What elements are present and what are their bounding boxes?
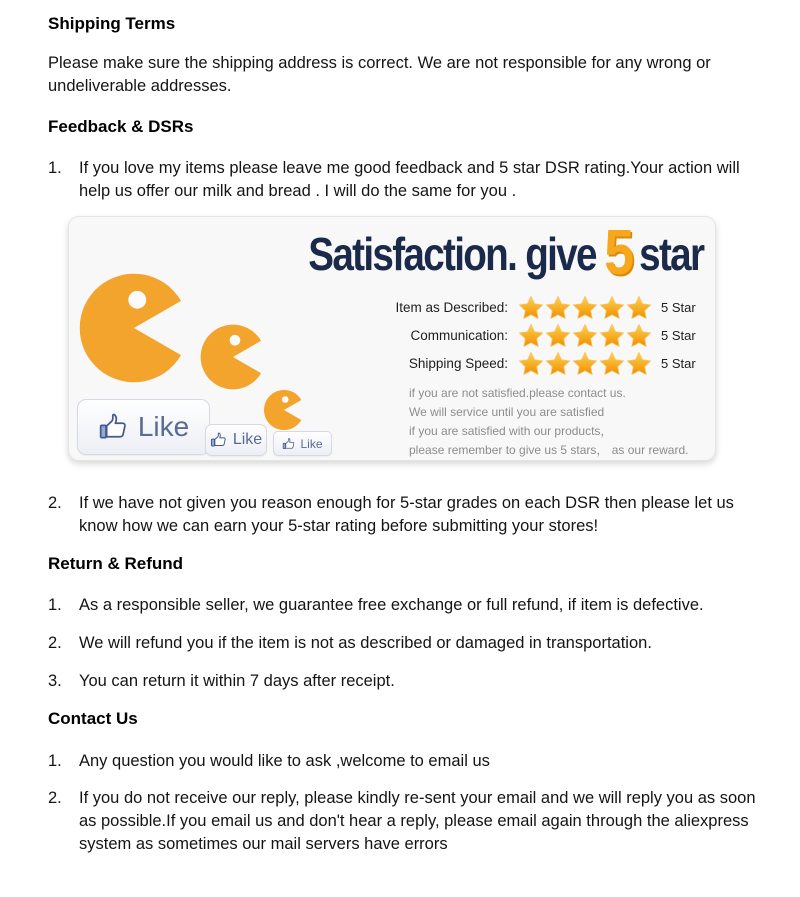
star-icon xyxy=(518,323,544,348)
thumbs-up-icon xyxy=(282,437,296,451)
banner-title-text: star xyxy=(638,228,703,280)
list-number: 3. xyxy=(48,672,62,690)
list-item xyxy=(48,750,758,773)
star-icon xyxy=(599,323,625,348)
list-item-text: Any question you would like to ask ,welcome to email us xyxy=(79,752,490,770)
star-rating xyxy=(518,323,652,348)
rating-row xyxy=(358,293,703,321)
list-number: 1. xyxy=(48,596,62,614)
list-item-text: We will refund you if the item is not as described or damaged in transportation. xyxy=(79,634,652,652)
like-button[interactable] xyxy=(273,431,332,456)
list-item-text: If you love my items please leave me good feedback and 5 star DSR rating.Your action will help us offer our milk and bread . I will do the same for you . xyxy=(79,159,740,200)
star-rating xyxy=(518,351,652,376)
banner-title xyxy=(307,216,703,288)
list-number: 2. xyxy=(48,634,62,652)
section-heading-contact-us: Contact Us xyxy=(48,709,138,728)
star-rating xyxy=(518,295,652,320)
section-heading-return-refund: Return & Refund xyxy=(48,554,184,573)
rating-label: Item as Described: xyxy=(395,299,508,315)
rating-value: 5 Star xyxy=(661,327,696,343)
pacman-icon xyxy=(199,323,267,391)
like-button-label: Like xyxy=(137,411,190,442)
star-icon xyxy=(545,295,571,320)
star-icon xyxy=(626,295,652,320)
star-icon xyxy=(545,323,571,348)
fine-print-line: if you are not satisfied.please contact us. xyxy=(409,386,626,400)
rating-value: 5 Star xyxy=(661,299,696,315)
pacman-icon xyxy=(77,271,191,385)
section-heading-feedback-dsrs: Feedback & DSRs xyxy=(48,117,194,136)
banner-title-text: Satisfaction. give xyxy=(307,228,596,280)
star-icon xyxy=(572,295,598,320)
rating-label: Communication: xyxy=(410,327,508,343)
rating-row xyxy=(358,349,703,377)
like-button-label: Like xyxy=(232,431,263,448)
list-item-text: You can return it within 7 days after receipt. xyxy=(79,672,395,690)
list-number: 1. xyxy=(48,752,62,770)
like-button[interactable] xyxy=(205,424,267,456)
list-number: 1. xyxy=(48,159,62,177)
list-item xyxy=(48,632,758,655)
thumbs-up-icon xyxy=(210,431,228,449)
list-number: 2. xyxy=(48,494,62,512)
star-icon xyxy=(599,351,625,376)
star-icon xyxy=(626,323,652,348)
star-icon xyxy=(518,295,544,320)
list-item-text: As a responsible seller, we guarantee free exchange or full refund, if item is defective. xyxy=(79,596,704,614)
star-icon xyxy=(518,351,544,376)
list-item xyxy=(48,670,758,693)
list-item xyxy=(48,787,758,856)
banner-fine-print xyxy=(409,384,688,460)
list-number: 2. xyxy=(48,789,62,807)
star-icon xyxy=(599,295,625,320)
list-item xyxy=(48,157,758,203)
star-icon xyxy=(572,351,598,376)
list-item-text: If we have not given you reason enough for 5-star grades on each DSR then please let us know how we can earn your 5-star rating before submitting your stores! xyxy=(79,494,734,535)
list-item-text: If you do not receive our reply, please kindly re-sent your email and we will reply you as soon as possible.If you email us and don't hear a reply, please email again through the aliexpress system as sometimes our mail servers have errors xyxy=(79,789,756,853)
fine-print-line: please remember to give us 5 stars， as our reward. xyxy=(409,443,689,457)
star-icon xyxy=(572,323,598,348)
satisfaction-banner xyxy=(68,216,716,461)
pacman-icon xyxy=(263,389,305,431)
thumbs-up-icon xyxy=(98,411,130,443)
like-button-label: Like xyxy=(300,436,323,451)
shipping-terms-paragraph: Please make sure the shipping address is correct. We are not responsible for any wrong or undeliverable addresses. xyxy=(48,54,711,95)
star-icon xyxy=(545,351,571,376)
banner-title-number: 5 xyxy=(603,216,633,288)
list-item xyxy=(48,492,758,538)
list-item xyxy=(48,594,758,617)
fine-print-line: if you are satisfied with our products， xyxy=(409,424,613,438)
star-icon xyxy=(626,351,652,376)
section-heading-shipping-terms: Shipping Terms xyxy=(48,14,176,33)
fine-print-line: We will service until you are satisfied xyxy=(409,405,605,419)
rating-label: Shipping Speed: xyxy=(408,355,508,371)
rating-row xyxy=(358,321,703,349)
like-button[interactable] xyxy=(77,399,210,455)
dsr-ratings xyxy=(358,293,703,377)
rating-value: 5 Star xyxy=(661,355,696,371)
